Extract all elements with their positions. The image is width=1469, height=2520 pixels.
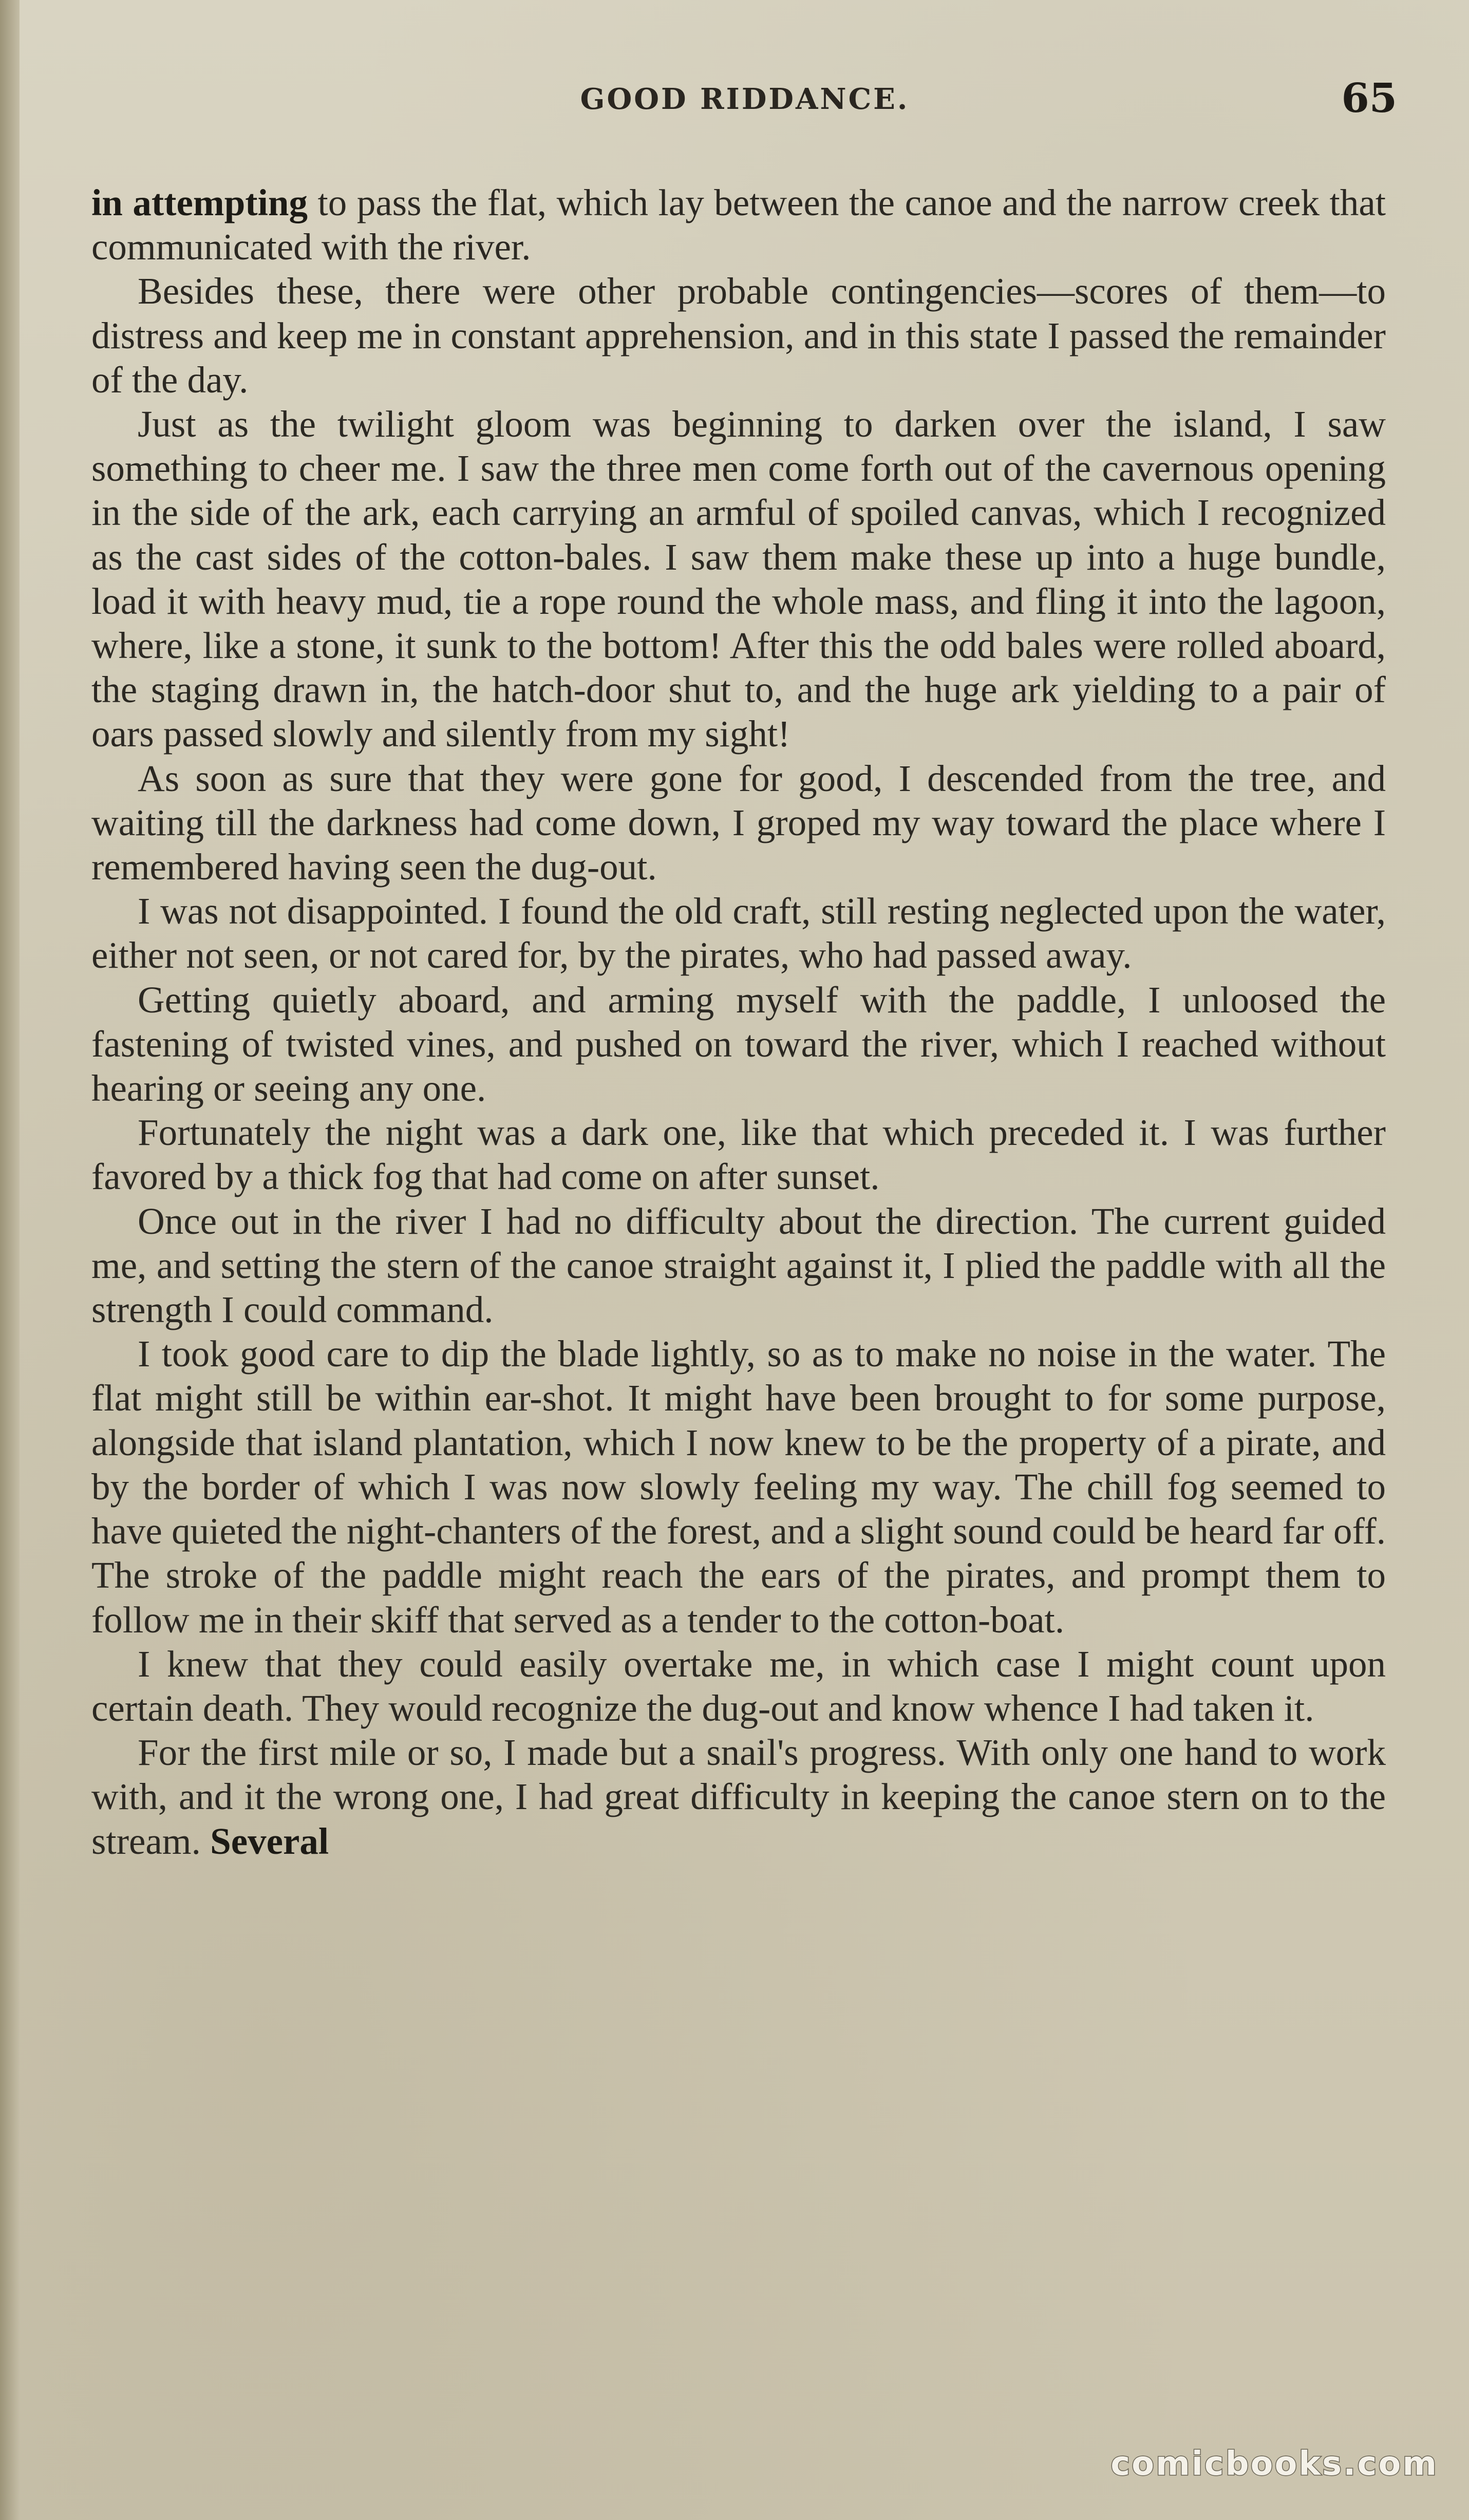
paragraph: Once out in the river I had no difficulty about the direction. The current guided me, and setting the stern of the canoe straight against it, I plied the paddle with all the strength I could command. <box>91 1200 1386 1331</box>
paragraph <box>91 181 1386 269</box>
paragraph <box>91 1731 1386 1864</box>
running-title: GOOD RIDDANCE. <box>580 82 910 116</box>
paragraph: I knew that they could easily overtake me, in which case I might count upon certain death. They would recognize the dug-out and know whence I had taken it. <box>91 1643 1386 1729</box>
paragraph: As soon as sure that they were gone for good, I descended from the tree, and waiting till the darkness had come down, I groped my way toward the place where I remembered having seen the dug-out. <box>91 757 1386 888</box>
bold-run: in attempting <box>91 182 308 223</box>
bold-run: Several <box>210 1820 329 1862</box>
paragraph: I was not disappointed. I found the old craft, still resting neglected upon the water, either not seen, or not cared for, by the pirates, who had passed away. <box>91 890 1386 976</box>
paragraph: Getting quietly aboard, and arming myself with the paddle, I unloosed the fastening of twisted vines, and pushed on toward the river, which I reached without hearing or seeing any one. <box>91 979 1386 1109</box>
paragraph: Fortunately the night was a dark one, like that which preceded it. I was further favored by a thick fog that had come on after sunset. <box>91 1112 1386 1198</box>
page-number: 65 <box>1341 75 1397 122</box>
paragraph: I took good care to dip the blade lightly, so as to make no noise in the water. The flat might still be within ear-shot. It might have been brought to for some purpose, alongside that island plantation, which I now knew to be the property of a pirate, and by the border of which I was now slowly feeling my way. The chill fog seemed to have quieted the night-chanters of the forest, and a slight sound could be heard far off. The stroke of the paddle might reach the ears of the pirates, and prompt them to follow me in their skiff that served as a tender to the cotton-boat. <box>91 1333 1386 1641</box>
paragraph-text: to pass the flat, which lay between the canoe and the narrow creek that communicated with the river. <box>91 182 1386 268</box>
body-text <box>91 181 1386 1864</box>
page-header <box>92 75 1397 139</box>
paragraph: Just as the twilight gloom was beginning to darken over the island, I saw something to cheer me. I saw the three men come forth out of the cavernous opening in the side of the ark, each carrying an armful of spoiled canvas, which I recognized as the cast sides of the cotton-bales. I saw them make these up into a huge bundle, load it with heavy mud, tie a rope round the whole mass, and fling it into the lagoon, where, like a stone, it sunk to the bottom! After this the odd bales were rolled aboard, the staging drawn in, the hatch-door shut to, and the huge ark yielding to a pair of oars passed slowly and silently from my sight! <box>91 403 1386 755</box>
page-edge-shadow <box>0 0 20 2520</box>
watermark: comicbooks.com <box>1110 2445 1438 2483</box>
paragraph-text: For the first mile or so, I made but a snail's progress. With only one hand to work with, and it the wrong one, I had great difficulty in keeping the canoe stern on to the stream. <box>91 1732 1386 1862</box>
paragraph: Besides these, there were other probable contingencies—scores of them—to distress and keep me in constant apprehension, and in this state I passed the remainder of the day. <box>91 270 1386 401</box>
